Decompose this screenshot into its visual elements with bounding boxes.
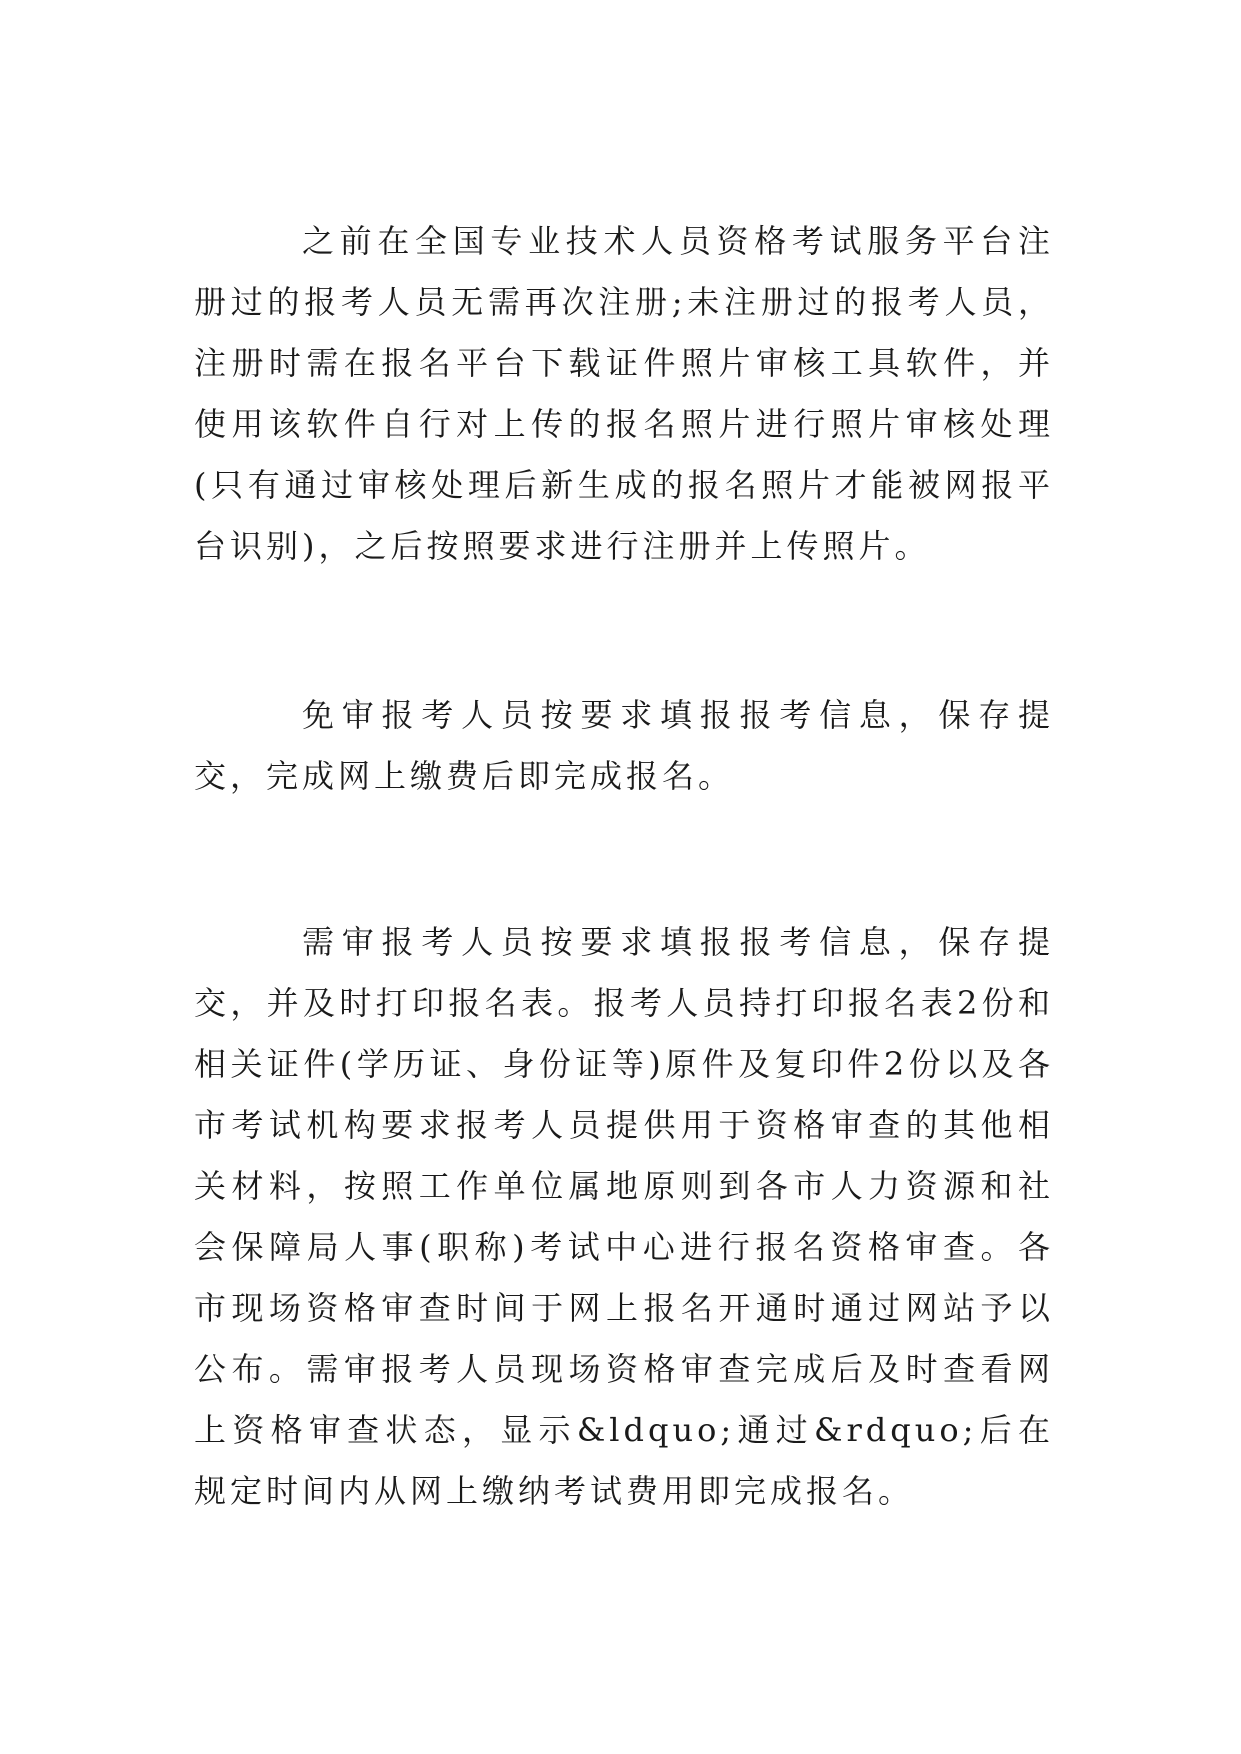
paragraph-required-review: 需审报考人员按要求填报报考信息，保存提交，并及时打印报名表。报考人员持打印报名表2份和相关证件(学历证、身份证等)原件及复印件2份以及各市考试机构要求报考人员提供用于资格审查的其他相关材料，按照工作单位属地原则到各市人力资源和社会保障局人事(职称)考试中心进行报名资格审查。各市现场资格审查时间于网上报名开通时通过网站予以公布。需审报考人员现场资格审查完成后及时查看网上资格审查状态，显示&ldquo;通过&rdquo;后在规定时间内从网上缴纳考试费用即完成报名。 [194, 923, 1054, 1510]
paragraph-exempt-review: 免审报考人员按要求填报报考信息，保存提交，完成网上缴费后即完成报名。 [194, 696, 1054, 795]
paragraph-registration: 之前在全国专业技术人员资格考试服务平台注册过的报考人员无需再次注册;未注册过的报考人员，注册时需在报名平台下载证件照片审核工具软件，并使用该软件自行对上传的报名照片进行照片审核处理(只有通过审核处理后新生成的报名照片才能被网报平台识别)，之后按照要求进行注册并上传照片。 [194, 222, 1054, 565]
